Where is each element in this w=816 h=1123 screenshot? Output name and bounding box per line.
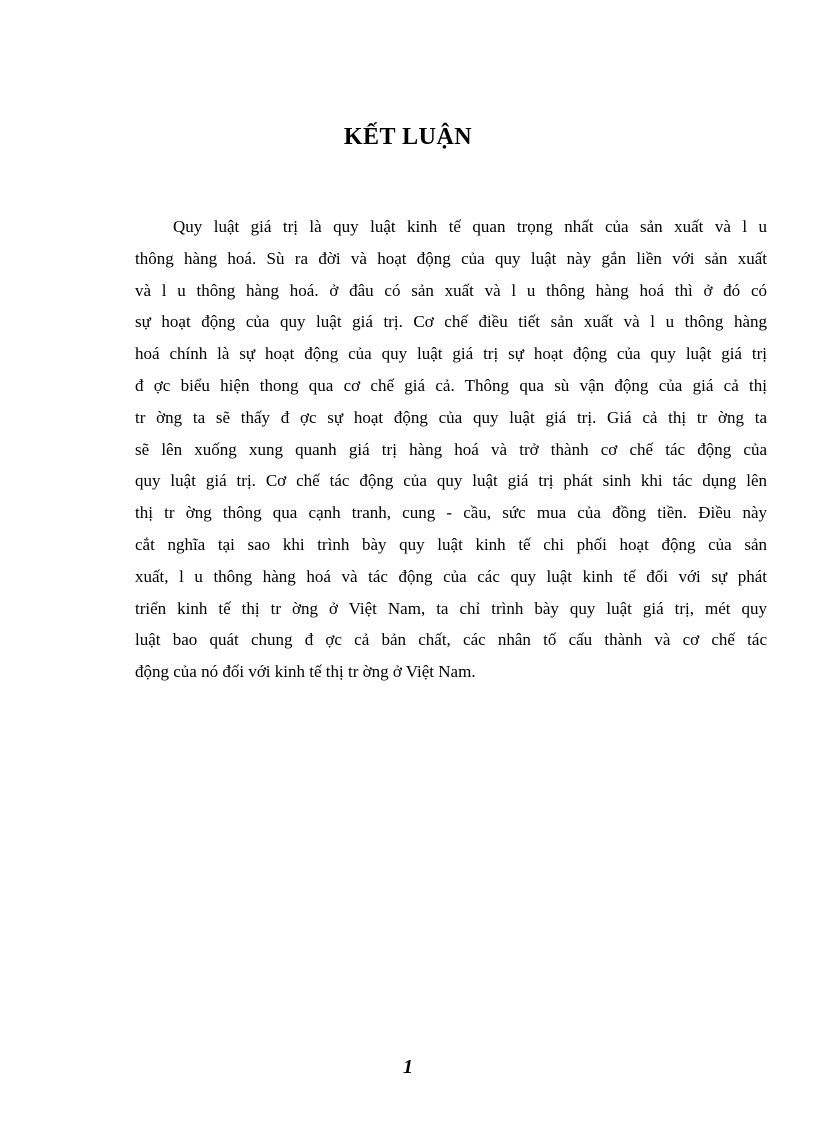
paragraph-line: và l u thông hàng hoá. ở đâu có sản xuất và l u thông hàng hoá thì ở đó có [135,280,767,300]
paragraph-line: hoá chính là sự hoạt động của quy luật giá trị sự hoạt động của quy luật giá trị [135,344,767,364]
paragraph-line: thông hàng hoá. Sù ra đời và hoạt động của quy luật này gắn liền với sản xuất [135,248,767,268]
page-title: KẾT LUẬN [343,124,473,150]
paragraph-line: sẽ lên xuống xung quanh giá trị hàng hoá và trở thành cơ chế tác động của [135,439,767,459]
paragraph-line: luật bao quát chung đ ợc cả bản chất, các nhân tố cấu thành và cơ chế tác [135,630,767,650]
paragraph-line: cắt nghĩa tại sao khi trình bày quy luật kinh tế chi phối hoạt động của sản [135,534,767,554]
paragraph-line: động của nó đối với kinh tế thị tr ờng ở Việt Nam. [135,662,476,682]
paragraph-line: xuất, l u thông hàng hoá và tác động của các quy luật kinh tế đối với sự phát [135,566,767,586]
paragraph-line: sự hoạt động của quy luật giá trị. Cơ chế điều tiết sản xuất và l u thông hàng [135,312,767,332]
conclusion-paragraph [135,211,767,688]
paragraph-line: tr ờng ta sẽ thấy đ ợc sự hoạt động của quy luật giá trị. Giá cả thị tr ờng ta [135,407,767,427]
paragraph-line: quy luật giá trị. Cơ chế tác động của quy luật giá trị phát sinh khi tác dụng lên [135,471,767,491]
paragraph-line: đ ợc biểu hiện thong qua cơ chế giá cả. Thông qua sù vận động của giá cả thị [135,375,767,395]
page-number: 1 [403,1056,413,1078]
paragraph-line: triển kinh tế thị tr ờng ở Việt Nam, ta chỉ trình bày quy luật giá trị, mét quy [135,598,767,618]
paragraph-line: Quy luật giá trị là quy luật kinh tế quan trọng nhất của sản xuất và l u [173,217,767,236]
paragraph-line: thị tr ờng thông qua cạnh tranh, cung - cầu, sức mua của đồng tiền. Điều này [135,503,767,523]
